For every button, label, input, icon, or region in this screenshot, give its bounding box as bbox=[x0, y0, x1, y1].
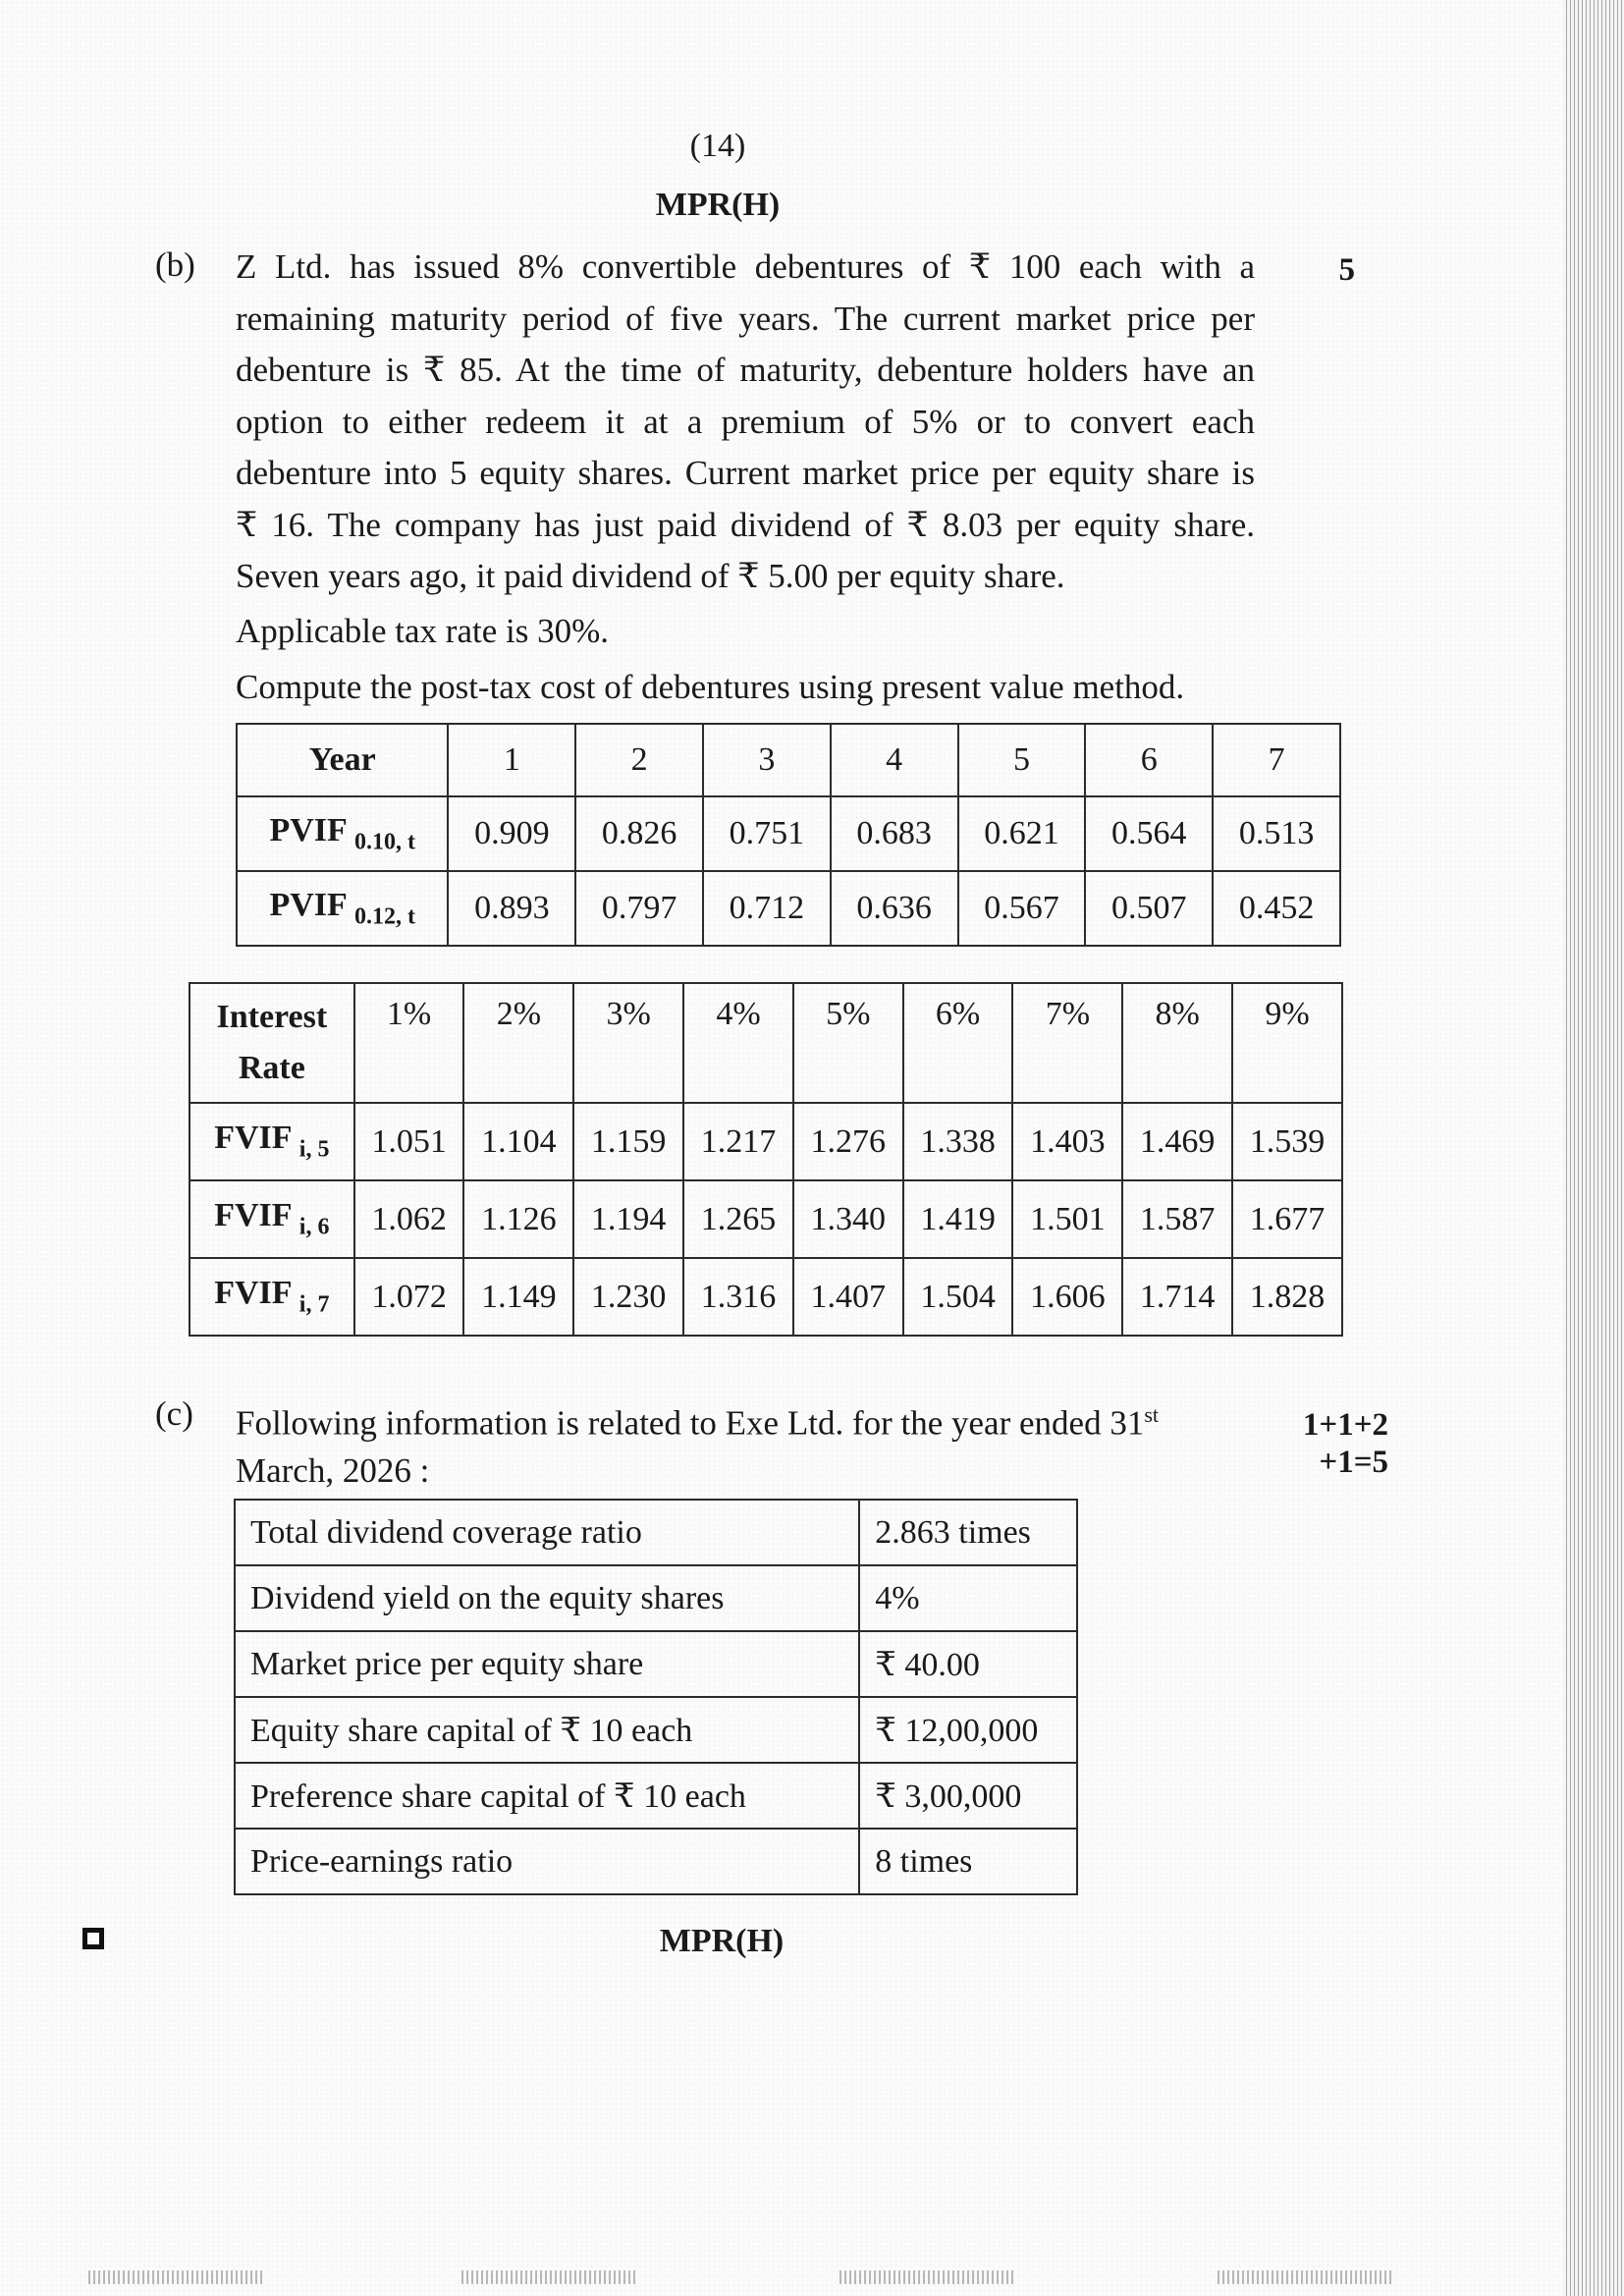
table-row bbox=[235, 1829, 1077, 1894]
fvif-label: FVIF bbox=[214, 1275, 292, 1312]
info-value: ₹ 40.00 bbox=[859, 1631, 1077, 1697]
pvif-cell: 0.513 bbox=[1213, 796, 1340, 871]
question-b-line: debenture is ₹ 85. At the time of maturity, debenture holders have an bbox=[236, 351, 1255, 389]
fvif-cell: 1.714 bbox=[1122, 1258, 1232, 1336]
pvif-cell: 0.567 bbox=[958, 871, 1086, 946]
question-b-line: option to either redeem it at a premium of 5% or to convert each bbox=[236, 402, 1255, 441]
pvif-label: PVIF bbox=[269, 886, 347, 923]
fvif-cell: 1.072 bbox=[354, 1258, 464, 1336]
fvif-cell: 1.403 bbox=[1012, 1103, 1122, 1180]
question-c-line bbox=[236, 1390, 1257, 1449]
scan-noise bbox=[839, 2270, 1016, 2284]
pvif-cell: 0.909 bbox=[448, 796, 575, 871]
info-value: 2.863 times bbox=[859, 1500, 1077, 1565]
table-row bbox=[189, 1180, 1342, 1258]
fvif-subscript: i, 5 bbox=[298, 1136, 330, 1163]
pvif-cell: 0.507 bbox=[1085, 871, 1213, 946]
info-value: 8 times bbox=[859, 1829, 1077, 1894]
table-row bbox=[235, 1697, 1077, 1763]
fvif-cell: 1.828 bbox=[1232, 1258, 1342, 1336]
rate-cell: 7% bbox=[1012, 983, 1122, 1103]
table-row bbox=[235, 1565, 1077, 1631]
info-item: Price-earnings ratio bbox=[235, 1829, 859, 1894]
question-b-line: debenture into 5 equity shares. Current market price per equity share is bbox=[236, 454, 1255, 492]
fvif-subscript: i, 6 bbox=[298, 1214, 330, 1240]
page-number: (14) bbox=[689, 128, 746, 164]
question-c-line1: Following information is related to Exe Ltd. for the year ended 31 bbox=[236, 1403, 1145, 1443]
fvif-cell: 1.051 bbox=[354, 1103, 464, 1180]
fvif-cell: 1.265 bbox=[683, 1180, 793, 1258]
fvif-cell: 1.606 bbox=[1012, 1258, 1122, 1336]
table-row bbox=[189, 1103, 1342, 1180]
rate-cell: 1% bbox=[354, 983, 464, 1103]
fvif-cell: 1.159 bbox=[573, 1103, 683, 1180]
interest-rate-header-line: Rate bbox=[238, 1050, 305, 1086]
pvif-cell: 0.712 bbox=[703, 871, 831, 946]
rate-cell: 2% bbox=[463, 983, 573, 1103]
pvif-cell: 0.452 bbox=[1213, 871, 1340, 946]
info-value: ₹ 3,00,000 bbox=[859, 1763, 1077, 1829]
rate-cell: 6% bbox=[903, 983, 1013, 1103]
pvif-cell: 0.751 bbox=[703, 796, 831, 871]
fvif-cell: 1.338 bbox=[903, 1103, 1013, 1180]
year-cell: 1 bbox=[448, 724, 575, 796]
pvif-cell: 0.893 bbox=[448, 871, 575, 946]
pvif-cell: 0.636 bbox=[831, 871, 958, 946]
fvif-cell: 1.217 bbox=[683, 1103, 793, 1180]
question-c-marks bbox=[1267, 1406, 1388, 1481]
question-b-marks: 5 bbox=[1338, 252, 1355, 288]
scan-noise bbox=[88, 2270, 265, 2284]
interest-rate-header bbox=[189, 983, 354, 1103]
fvif-cell: 1.230 bbox=[573, 1258, 683, 1336]
year-cell: 3 bbox=[703, 724, 831, 796]
question-b-line: Z Ltd. has issued 8% convertible debentures of ₹ 100 each with a bbox=[236, 247, 1255, 286]
marks-line: +1=5 bbox=[1319, 1445, 1388, 1480]
pvif-cell: 0.797 bbox=[575, 871, 703, 946]
year-cell: 5 bbox=[958, 724, 1086, 796]
table-row bbox=[235, 1631, 1077, 1697]
info-item: Dividend yield on the equity shares bbox=[235, 1565, 859, 1631]
footer-code: MPR(H) bbox=[659, 1923, 785, 1959]
info-value: 4% bbox=[859, 1565, 1077, 1631]
table-row bbox=[237, 796, 1340, 871]
fvif-cell: 1.062 bbox=[354, 1180, 464, 1258]
fvif-row-label bbox=[189, 1180, 354, 1258]
question-b-line: ₹ 16. The company has just paid dividend of ₹ 8.03 per equity share. bbox=[236, 505, 1255, 544]
rate-cell: 4% bbox=[683, 983, 793, 1103]
fvif-header-row bbox=[189, 983, 1342, 1103]
table-row bbox=[237, 871, 1340, 946]
info-item: Preference share capital of ₹ 10 each bbox=[235, 1763, 859, 1829]
scan-noise bbox=[1218, 2270, 1394, 2284]
instruction-text: Compute the post-tax cost of debentures using present value method. bbox=[236, 668, 1185, 706]
question-c-text bbox=[236, 1390, 1257, 1498]
fvif-cell: 1.276 bbox=[793, 1103, 903, 1180]
question-c-label: (c) bbox=[155, 1394, 193, 1433]
pvif-cell: 0.621 bbox=[958, 796, 1086, 871]
page-stack-edge bbox=[1563, 0, 1624, 2296]
fvif-row-label bbox=[189, 1258, 354, 1336]
info-value: ₹ 12,00,000 bbox=[859, 1697, 1077, 1763]
fvif-cell: 1.340 bbox=[793, 1180, 903, 1258]
year-cell: 6 bbox=[1085, 724, 1213, 796]
info-item: Equity share capital of ₹ 10 each bbox=[235, 1697, 859, 1763]
rate-cell: 9% bbox=[1232, 983, 1342, 1103]
pvif-header-row bbox=[237, 724, 1340, 796]
pvif-label: PVIF bbox=[269, 811, 347, 848]
fvif-subscript: i, 7 bbox=[298, 1291, 330, 1318]
pvif-row-label bbox=[237, 871, 448, 946]
year-cell: 4 bbox=[831, 724, 958, 796]
fvif-cell: 1.126 bbox=[463, 1180, 573, 1258]
fvif-cell: 1.407 bbox=[793, 1258, 903, 1336]
fvif-cell: 1.504 bbox=[903, 1258, 1013, 1336]
rate-cell: 8% bbox=[1122, 983, 1232, 1103]
fvif-label: FVIF bbox=[214, 1120, 292, 1157]
fvif-cell: 1.469 bbox=[1122, 1103, 1232, 1180]
pvif-cell: 0.826 bbox=[575, 796, 703, 871]
info-item: Market price per equity share bbox=[235, 1631, 859, 1697]
date-superscript: st bbox=[1144, 1402, 1159, 1427]
fvif-cell: 1.587 bbox=[1122, 1180, 1232, 1258]
pvif-table bbox=[236, 723, 1341, 947]
interest-rate-header-line: Interest bbox=[216, 999, 328, 1035]
fvif-cell: 1.316 bbox=[683, 1258, 793, 1336]
question-c-line2: March, 2026 : bbox=[236, 1451, 430, 1491]
paper-code: MPR(H) bbox=[655, 187, 781, 223]
fvif-cell: 1.501 bbox=[1012, 1180, 1122, 1258]
year-cell: 2 bbox=[575, 724, 703, 796]
fvif-cell: 1.194 bbox=[573, 1180, 683, 1258]
fvif-cell: 1.104 bbox=[463, 1103, 573, 1180]
year-header: Year bbox=[237, 724, 448, 796]
fvif-cell: 1.149 bbox=[463, 1258, 573, 1336]
pvif-row-label bbox=[237, 796, 448, 871]
question-b-text bbox=[236, 242, 1255, 603]
pvif-subscript: 0.10, t bbox=[354, 829, 415, 855]
fvif-label: FVIF bbox=[214, 1197, 292, 1234]
fvif-cell: 1.419 bbox=[903, 1180, 1013, 1258]
year-cell: 7 bbox=[1213, 724, 1340, 796]
fvif-cell: 1.677 bbox=[1232, 1180, 1342, 1258]
fvif-row-label bbox=[189, 1103, 354, 1180]
tax-rate-text: Applicable tax rate is 30%. bbox=[236, 612, 610, 650]
pvif-subscript: 0.12, t bbox=[354, 903, 415, 930]
question-b-line: Seven years ago, it paid dividend of ₹ 5.00 per equity share. bbox=[236, 557, 1065, 595]
table-row bbox=[235, 1500, 1077, 1565]
info-item: Total dividend coverage ratio bbox=[235, 1500, 859, 1565]
pvif-cell: 0.564 bbox=[1085, 796, 1213, 871]
pvif-cell: 0.683 bbox=[831, 796, 958, 871]
table-row bbox=[235, 1763, 1077, 1829]
exe-info-table bbox=[234, 1499, 1078, 1895]
rate-cell: 5% bbox=[793, 983, 903, 1103]
fvif-table bbox=[189, 982, 1343, 1337]
marks-line: 1+1+2 bbox=[1302, 1407, 1388, 1443]
fvif-cell: 1.539 bbox=[1232, 1103, 1342, 1180]
question-b-label: (b) bbox=[155, 246, 195, 284]
question-b-line: remaining maturity period of five years. The current market price per bbox=[236, 299, 1255, 338]
scan-noise bbox=[461, 2270, 638, 2284]
table-row bbox=[189, 1258, 1342, 1336]
rate-cell: 3% bbox=[573, 983, 683, 1103]
